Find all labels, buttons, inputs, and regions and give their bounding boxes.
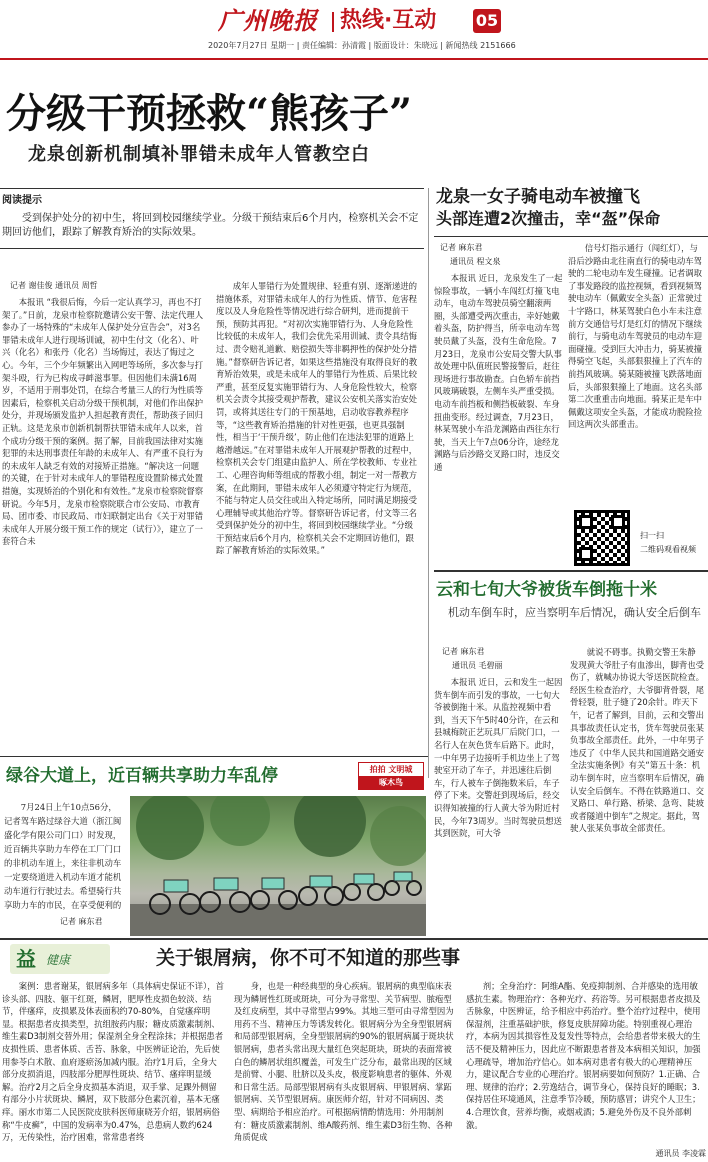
lead-byline: 记者 谢佳俊 通讯员 周哲 xyxy=(10,281,98,290)
bike-title: 绿谷大道上，近百辆共享助力车乱停 xyxy=(6,766,278,786)
bike-text: 7月24日上午10点56分，记者驾车路过绿谷大道（浙江闽盛化学有限公司门口）时发现，近百辆共享助力车停在工厂门口的非机动车道上，来往非机动车一定要绕道进入机动车道才能机动车道行行驶过去。希望骑行共享助力车的市民，在享受便利的 xyxy=(4,802,122,910)
masthead-rule xyxy=(0,58,708,60)
health-column-3: 剂；全身治疗：阿维A酯、免疫抑制剂、合并感染的选用敏感抗生素。物理治疗：各种光疗、药浴等。另可根据患者皮损及舌脉象，中医辨证，给予相应中药治疗。整个治疗过程中，使用保湿剂，注重基础护肤，修复皮肤屏障功能。特别重视心理治疗，本病为因其损容性及复发性等特点，会给患者带来极大的生活不便及精神压力，因此应不断跟患者普及本病相关知识，加强心理疏导，增加治疗信心。如本病对患者有极大的心理精神压力，建议配合专业的心理治疗。银屑病要如何预防？1.正确、合理、规律的治疗；2.劳逸结合，调节身心，保持良好的睡眠；3.保持居住环境通风，注意季节冷暖，预防感冒；讲究个人卫生；4.合理饮食，营养均衡，戒烟戒酒；5.避免外伤及不良外部刺激。 xyxy=(466,981,701,1130)
health-badge-word: 健康 xyxy=(46,953,71,967)
health-badge xyxy=(10,944,110,974)
masthead-weekday: 星期一 xyxy=(270,41,295,50)
tractor-byline-1: 记者 麻东君 xyxy=(442,647,485,656)
qr-code[interactable] xyxy=(574,510,630,566)
bike-photo xyxy=(130,796,426,936)
bike-byline: 记者 麻东君 xyxy=(60,917,103,926)
bike-tag-line-1: 拍拍 文明城 xyxy=(369,765,413,774)
ebike-title-line2: 头部连遭2次撞击，幸“盔”保命 xyxy=(436,209,661,228)
page-number-badge: 05 xyxy=(473,9,501,33)
health-column-1: 案例：患者谢某，银屑病多年（具体病史保证不详），首诊头部、四肢、躯干红斑，鳞屑，肥厚性皮损色较淡、结节，伴瘙痒，皮损累及体表面积约70-80%，自觉瘙痒明显。根据患者皮损类型，抗组胺药内服；糖皮质激素制剂、维生素D3制剂交替外用；保湿剂全身全程涂抹；并根据患者皮损性质、患者体质、舌苔、脉象，中医辨证论治，先后使用参苓白术散、血府逐瘀汤加减内服。治疗1月后，全身大部分皮损消退，四肢部分肥厚性斑块、结节、瘙痒明显缓解。治疗2月之后全身皮损基本消退，双手掌、足踝外侧留有部分小片状斑块、鳞屑，双下肢部分色素沉着，基本无瘙痒。丽水市第二人民医院皮肤科医师康晓芳介绍，银屑病俗称“牛皮癣”，中国的发病率为0.47%，总患病人数约624万，无传染性，治疗困难，常常患者终 xyxy=(2,981,224,1143)
ebike-column-2: 信号灯指示通行（闯红灯），与沿后沙路由北往南直行的骑电动车驾驶的二轮电动车发生碰撞。记者调取了事发路段的监控视频，看到视频驾驶电动车（佩戴安全头盔）正常驶过十字路口，林某驾驶白色小车未注意前方交通信号灯是红灯的情况下继续前行，与骑电动车驾驶员的电动车迎面碰撞。受到巨大冲击力，骑某被撞得骑空飞起，头部狠狠撞上了汽车的前挡风玻璃。骑某随被撞飞跌落地面后，头部狠狠撞上了地面。这名头部第二次重重击向地面。骑某正是车中佩戴这项安全头盔，才能成功脱险捡回这两次头部重击。 xyxy=(568,243,702,430)
masthead-date: 2020年7月27日 xyxy=(208,41,268,50)
lead-title: 分级干预拯救“熊孩子” xyxy=(6,90,413,137)
ebike-byline-2: 通讯员 程文泉 xyxy=(450,257,501,266)
lead-subtitle: 龙泉创新机制填补罪错未成年人管教空白 xyxy=(28,144,370,165)
bike-photo-art xyxy=(130,796,426,936)
tractor-subtitle: 机动车倒车时，应当察明车后情况，确认安全后倒车 xyxy=(448,606,701,619)
masthead-hotline: 新闻热线 2151666 xyxy=(445,41,516,50)
masthead-editor: 责任编辑：孙清霞 xyxy=(301,41,366,50)
bike-tag-line-2: 啄木鸟 xyxy=(359,776,423,789)
masthead xyxy=(0,0,708,60)
qr-caption-2: 二维码观看视频 xyxy=(640,545,696,554)
bike-top-rule xyxy=(0,756,428,757)
ebike-byline-1: 记者 麻东君 xyxy=(440,243,483,252)
section-name: 热线·互动 xyxy=(340,8,437,33)
tractor-title: 云和七旬大爷被货车倒拖十米 xyxy=(436,580,657,600)
paper-name: 广州晚报 xyxy=(218,6,318,35)
health-column-2: 身，也是一种经典型的身心疾病。银屑病的典型临床表现为鳞屑性红斑或斑块，可分为寻常型、关节病型、脓疱型及红皮病型，其中寻常型占99%。其地三型可由寻常型因为用药不当、精神压力等诱发转化。银屑病分为全身型银屑病和局部型银屑病，全身型银屑病约90%的银屑病属于斑块状银屑病，患者头常出现大量红色突起斑块，斑块的表面常被白色的鳞屑状组织覆盖，可发生广泛分布，最常出现的区域是前臂、小腿、肚脐以及头皮，极度影响患者的躯体、外观和日常生活。局部型银屑病有头皮银屑病、甲银屑病、掌跖银屑病、关节型银屑病。康医师介绍，针对不同病因、类型、病期给予相应治疗。可根据病情酌情选用：外用制剂有：糖皮质激素制剂、维A酸药剂、维生素D3衍生物、各种角质促成 xyxy=(234,981,454,1143)
masthead-divider xyxy=(332,12,334,32)
masthead-designer: 版面设计：朱晓远 xyxy=(373,41,438,50)
bike-tag xyxy=(358,762,424,790)
tractor-column-2: 就说不碍事。执勤交警王朱静发现黄大爷肚子有血渗出，脚背也受伤了，就喊办协说大爷送医院检查。经医生检查治疗，大爷脚背骨裂，尾骨轻裂，肚子缝了20余针。昨天下午，记者了解到，目前，云和交警出具事故责任认定书，货车驾驶员张某负事故全部责任。此外，一中年男子违反了《中华人民共和国道路交通安全法实施条例》有关“第五十条：机动车倒车时，应当察明车后情况，确认安全后倒车。不得在铁路道口、交叉路口、单行路、桥梁、急弯、陡坡或者隧道中倒车”之规定。据此，驾驶人张某负事故全部责任。 xyxy=(570,647,704,834)
health-top-rule xyxy=(0,938,708,940)
ebike-column-1: 本报讯 近日，龙泉发生了一起惊险事故，一辆小车闯红灯撞飞电动车，电动车驾驶员骑空翻滚两圈，头部遭受两次重击，幸好她戴着头盔，防护得当，所幸电动车驾驶员戴了头盔，没有生命危险。7月23日，龙泉市公安局交警大队事故处理中队值班民警接警后，赶往现场进行事故勘查。白色轿车前挡风玻璃破裂，左侧车头严重受损。电动车前挡板和侧挡板破裂、车身扭曲变形。经过调查，7月23日，林某驾驶小车沿龙渊路由西往东行驶，当天上午7点06分许，途经龙渊路与后沙路交叉路口时，违反交通 xyxy=(434,273,563,472)
health-title: 关于银屑病，你不可不知道的那些事 xyxy=(156,947,461,969)
summary-top-rule xyxy=(0,188,424,189)
tractor-byline-2: 通讯员 毛碧丽 xyxy=(452,661,503,670)
masthead-info: 2020年7月27日 星期一 | 责任编辑：孙清霞 | 版面设计：朱晓远 | 新闻热线 2151666 xyxy=(208,41,516,50)
summary-label: 阅读提示 xyxy=(2,195,42,206)
column-divider xyxy=(428,188,429,778)
health-badge-char: 益 xyxy=(16,947,36,971)
health-byline: 通讯员 李凌霖 xyxy=(655,1149,706,1158)
ebike-title-line1: 龙泉一女子骑电动车被撞飞 xyxy=(436,187,640,207)
lead-column-1: 本报讯 “我很后悔，今后一定认真学习，再也不打架了。”日前，龙泉市检察院邀请公安干警、法定代理人参办了一场特殊的“未成年人保护处分宣告会”，对3名罪错未成年人进行现场训诫，初中生付文（化名）、叶兴（化名）和张丹（化名）当场悔过，表达了悔过之心。今年，三个少年频繁出入网吧等场所，多次参与打架斗殴，行为已构成寻衅滋事罪。但因他们未满16周岁，不适用于刑事处罚，在综合考量三人的行为性质等因素后，检察机关启动分级干预机制，对他们作出保护处分，并现场颁发监护人担起教育责任，帮助孩子回归正轨。这是龙泉市创新机制帮扶罪错未成年人以来，首个成功分级干预的案例。据了解，目前我国法律对实施犯罪的未达刑事责任年龄的未成年人、有严重不良行为的未成年人缺乏有效的对接矫正措施。“解决这一问题的关键，在于针对未成年人的罪错程度设置阶梯式处置措施，实现矫治的个别化和有效性。”龙泉市检察院督察研说。今年5月，龙泉市检察院联合市公安局、市教育局、团市委、市民政局、市妇联制定出台《关于对罪错未成年人开展分级干预工作的规定（试行）》，建立了一套符合未 xyxy=(2,297,204,547)
ebike-rule xyxy=(434,236,708,237)
tractor-top-rule xyxy=(434,570,708,572)
tractor-column-1: 本报讯 近日，云和发生一起因货车倒车而引发的事故，一七旬大爷被倒拖十米。从监控视频中看到，当天下午5时40分许，在云和县城梅院正艺玩具厂后院门口，一名行人在灰色货车后路下。此时，一中年男子边接听手机边坐上了驾驶室开动了车子，并迅速往后倒车，行人被车子倒拖数米后，车子停了下来。交警赶到现场后，经交识得知被撞的行人黄大爷为附近村民，今年73周岁。当时驾驶员想送其到医院，可大爷 xyxy=(434,677,563,839)
summary-bottom-rule xyxy=(0,248,424,249)
summary-text: 受到保护处分的初中生，将回到校园继续学业。分级干预结束后6个月内，检察机关会不定期回访他们，跟踪了解教育矫治的实际效果。 xyxy=(2,213,419,238)
lead-column-2: 成年人罪错行为处置规律、轻重有别、逐渐递进的措施体系，对罪错未成年人的行为性质、情节、危害程度以及人身危险性等情况进行综合研判，进而提前干预，预防其再犯。“对初次实施罪错行为、人身危险性比较低的未成年人，我们会优先采用训诫、责令具结悔过、责令赔礼道歉、赔偿损失等非羁押性的保护处分措施。”督察研告诉记者，如果这些措施没有取得良好的教育矫治效果，或是未成年人的罪错行为性质、后果比较严重，甚至反复实施罪错行为、人身危险性较大，检察机关会责令其接受观护帮教，建议公安机关落实治安处罚，或将其送往专门的干预基地，启动收容教养程序等，“这些教育矫治措施的针对性更强，也更具强制性，相当于‘干预升级’，防止他们在违法犯罪的道路上越滑越远。”在对罪错未成年人开展观护帮教的过程中，检察机关会专门组建由监护人、所在学校教师、专业社工、心理咨询师等组成的帮教小组，制定一对一帮教方案，在此期间，罪错未成年人必须遵守特定行为规范，不能与特定人员交往或出入特定场所，同时满足期接受心理辅导或其他治疗等。督察研告诉记者，付文等三名受到保护处分的初中生，将回到校园继续学业。“分级干预结束后6个月内，检察机关会不定期回访他们，跟踪了解教育矫治的实际效果。” xyxy=(216,281,418,556)
qr-caption-1: 扫一扫 xyxy=(640,531,664,540)
